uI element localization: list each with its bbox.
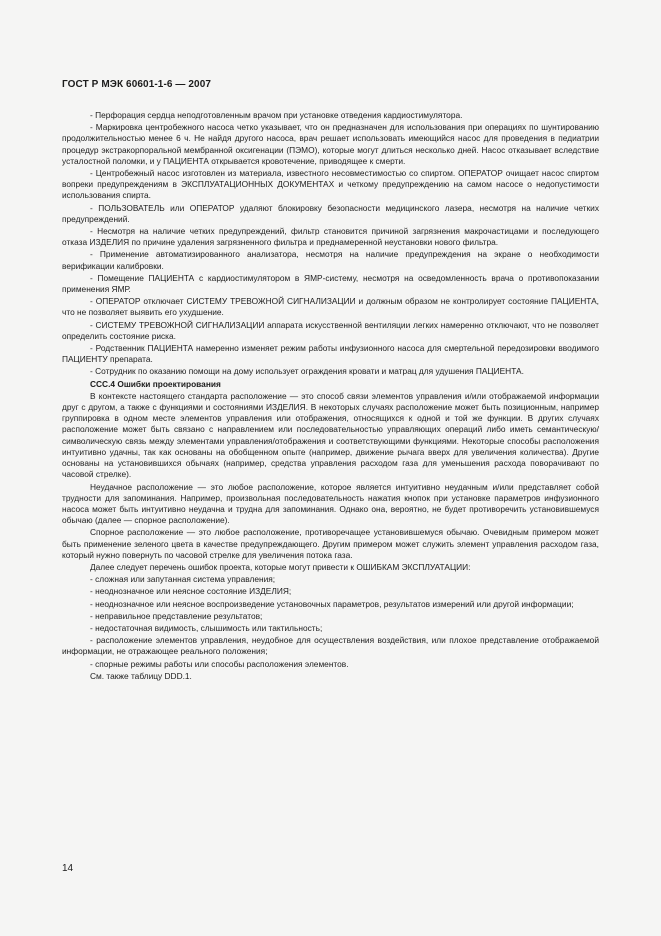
list-item: - неправильное представление результатов;	[90, 610, 263, 621]
list-item: - Сотрудник по оказанию помощи на дому использует ограждения кровати и матрац для удушения ПАЦИЕНТА.	[90, 366, 524, 377]
list-item: - расположение элементов управления, неудобное для осуществления воздействия, или плохое представление отображаемой информации, не отражающее реального положения;	[62, 635, 599, 657]
list-item: - Перфорация сердца неподготовленным врачом при установке отведения кардиостимулятора.	[90, 110, 463, 120]
list-item: - Центробежный насос изготовлен из материала, известного несовместимостью со спиртом. ОПЕРАТОР очищает насос спиртом вопреки предупреждениям в ЭКСПЛУАТАЦИОННЫХ ДОКУМЕНТАХ и четкому предупреждению на самом насосе о недопустимости использования спирта.	[62, 168, 599, 201]
document-body	[62, 110, 599, 683]
paragraph: Спорное расположение — это любое расположение, противоречащее установившемуся обычаю. Очевидным примером может быть применение зеленого цвета в качестве предупреждающего. Другим примером может служить элемент управления расходом газа, который нужно повернуть по часовой стрелке для увеличения потока газа.	[62, 527, 599, 560]
list-item: - Маркировка центробежного насоса четко указывает, что он предназначен для использования при операциях по шунтированию продолжительностью менее 6 ч. Не найдя другого насоса, врач решает использовать имеющийся насос для проведения в педиатрии процедур экстракорпоральной мембранной оксигенации (ПЭМО), которые могут длиться несколько дней. Насос отказывает вследствие усталостной поломки, и у ПАЦИЕНТА открывается кровотечение, приводящее к смерти.	[62, 122, 599, 166]
list-item: - Родственник ПАЦИЕНТА намеренно изменяет режим работы инфузионного насоса для смертельной передозировки вводимого ПАЦИЕНТУ препарата.	[62, 343, 599, 365]
paragraph: В контексте настоящего стандарта расположение — это способ связи элементов управления и/или отображаемой информации друг с другом, а также с функциями и состояниями ИЗДЕЛИЯ. В некоторых случаях расположение может быть позиционным, например группировка в одном месте элементов управления или отображения, относящихся к одной и той же функции. В других случаях расположение может быть связано с направлением или последовательностью управляющих операций либо иметь семантическую/символическую связь между элементами управления/отображения и соответствующими функциями. Некоторые способы расположения интуитивно удачны, так как основаны на обобщенном опыте (например, движение рычага вверх для увеличения количества). Другие основаны на установившихся обычаях (например, средства управления расходом газа для уменьшения расхода поворачивают по часовой стрелке).	[62, 390, 599, 480]
list-item: - Несмотря на наличие четких предупреждений, фильтр становится причиной загрязнения макрочастицами и последующего отказа ИЗДЕЛИЯ по причине удаления загрязненного фильтра и преднамеренной неустановки нового фильтра.	[62, 226, 599, 248]
list-item: - сложная или запутанная система управления;	[90, 574, 276, 585]
paragraph: Далее следует перечень ошибок проекта, которые могут привести к ОШИБКАМ ЭКСПЛУАТАЦИИ:	[90, 561, 471, 572]
section-title: ССС.4 Ошибки проектирования	[90, 378, 221, 389]
paragraph: См. также таблицу DDD.1.	[90, 670, 192, 681]
page-number: 14	[62, 863, 74, 874]
list-item: - Помещение ПАЦИЕНТА с кардиостимулятором в ЯМР-систему, несмотря на осведомленность врача о противопоказании применения ЯМР.	[62, 272, 599, 295]
list-item: - недостаточная видимость, слышимость или тактильность;	[90, 622, 323, 633]
list-item: - ОПЕРАТОР отключает СИСТЕМУ ТРЕВОЖНОЙ СИГНАЛИЗАЦИИ и должным образом не контролирует состояние ПАЦИЕНТА, что не позволяет выявить его ухудшение.	[62, 296, 599, 318]
list-item: - СИСТЕМУ ТРЕВОЖНОЙ СИГНАЛИЗАЦИИ аппарата искусственной вентиляции легких намеренно отключают, что не позволяет определить состояние риска.	[62, 319, 599, 341]
paragraph: Неудачное расположение — это любое расположение, которое является интуитивно неудачным и/или представляет собой трудности для запоминания. Например, произвольная последовательность нажатия кнопок при установке параметров инфузионного насоса может быть интуитивно неудачна и трудна для запоминания. Однако она, вероятно, не будет противоречить установившемуся обычаю (далее — спорное расположение).	[62, 481, 599, 526]
list-item: - Применение автоматизированного анализатора, несмотря на наличие предупреждения на экране о необходимости верификации калибровки.	[62, 249, 599, 271]
list-item: - спорные режимы работы или способы расположения элементов.	[90, 658, 349, 669]
list-item: - неоднозначное или неясное состояние ИЗДЕЛИЯ;	[90, 586, 292, 597]
document-header: ГОСТ Р МЭК 60601-1-6 — 2007	[62, 79, 212, 90]
list-item: - ПОЛЬЗОВАТЕЛЬ или ОПЕРАТОР удаляют блокировку безопасности медицинского лазера, несмотря на наличие четких предупреждений.	[62, 202, 599, 224]
list-item: - неоднозначное или неясное воспроизведение установочных параметров, результатов измерений или другой информации;	[90, 598, 574, 609]
